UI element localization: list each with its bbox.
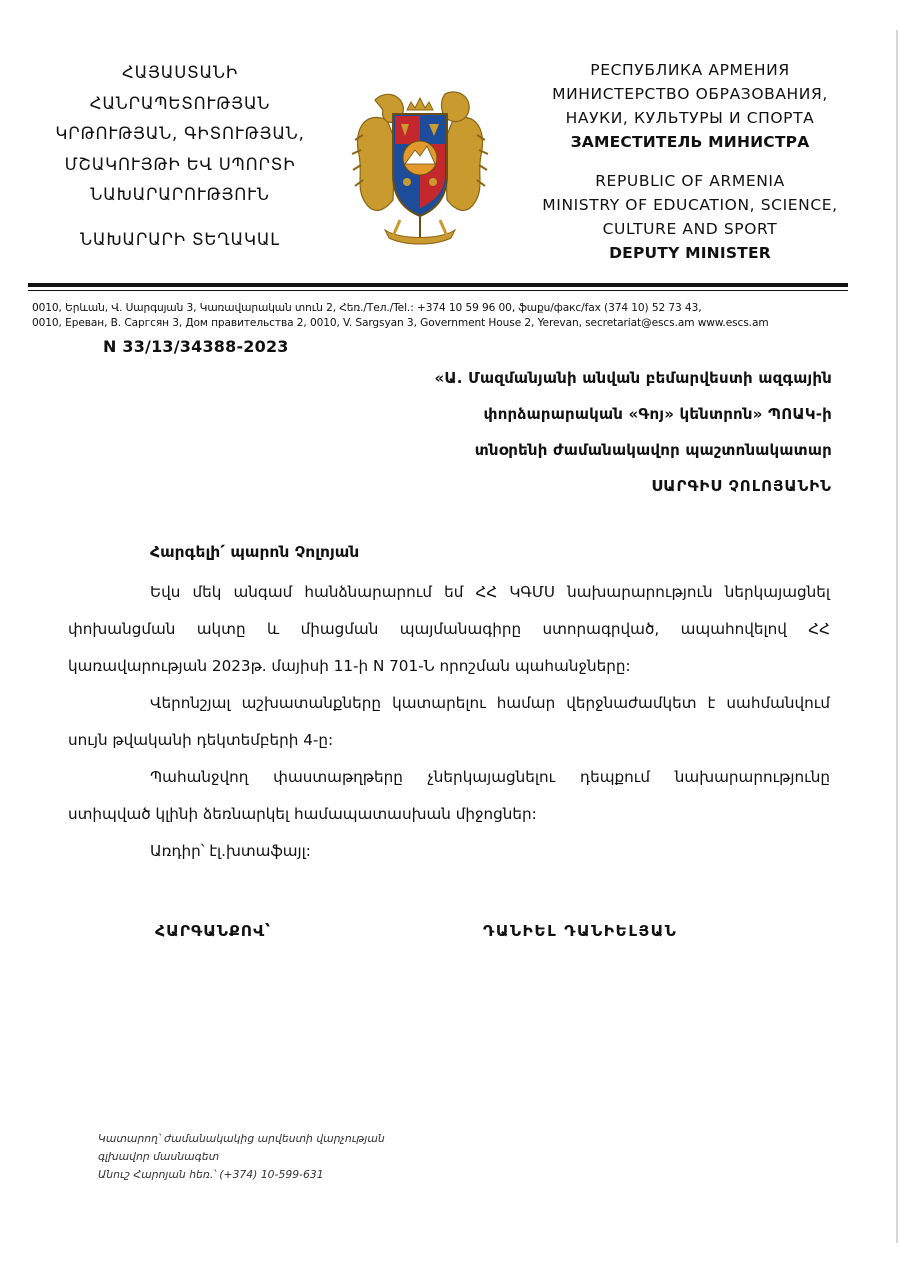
footer-line: գլխավոր մասնագետ xyxy=(98,1150,220,1163)
addressee-name: ՍԱՐԳԻՍ ՉՈԼՈՅԱՆԻՆ xyxy=(651,477,832,495)
signature-closing: ՀԱՐԳԱՆՔՈՎ՝ xyxy=(155,922,272,940)
header-am-line: ՆԱԽԱՐԱՐՈՒԹՅՈՒՆ xyxy=(90,185,270,204)
addressee-line: փորձարարական «Գոյ» կենտրոն» ՊՈԱԿ-ի xyxy=(483,405,832,423)
letter-body xyxy=(68,574,830,870)
header-ru-title: ЗАМЕСТИТЕЛЬ МИНИСТРА xyxy=(570,133,810,151)
header-divider-thin xyxy=(28,290,848,291)
header-am-line: ՄՇԱԿՈՒՅԹԻ ԵՎ ՍՊՈՐՏԻ xyxy=(64,154,296,174)
addressee-line: «Ա. Մազմանյանի անվան բեմարվեստի ազգային xyxy=(434,369,832,387)
header-armenian xyxy=(30,58,330,255)
header-am-line: ՀԱՅԱՍՏԱՆԻ xyxy=(121,63,239,82)
header-am-title: ՆԱԽԱՐԱՐԻ ՏԵՂԱԿԱԼ xyxy=(80,229,280,249)
header-gap xyxy=(535,154,845,169)
header-ru-en xyxy=(535,58,845,265)
armenian-coat-of-arms-icon xyxy=(345,80,495,250)
contact-line: 0010, Երևան, Վ. Սարգսյան 3, Կառավարական տուն 2, Հեռ./Тел./Tel.: +374 10 59 96 00, ֆաքս/факс/fax (374 10) 52 73 43, xyxy=(32,302,702,314)
header-en-line: MINISTRY OF EDUCATION, SCIENCE, xyxy=(542,196,838,214)
salutation: Հարգելի՛ պարոն Չոլոյան xyxy=(150,543,360,561)
header-en-title: DEPUTY MINISTER xyxy=(609,244,771,262)
addressee-block xyxy=(272,360,832,504)
footer-line: Կատարող՝ ժամանակակից արվեստի վարչության xyxy=(98,1132,385,1145)
header-am-line: ՀԱՆՐԱՊԵՏՈՒԹՅԱՆ xyxy=(89,93,271,113)
header-am-line: ԿՐԹՈՒԹՅԱՆ, ԳԻՏՈՒԹՅԱՆ, xyxy=(55,124,305,143)
attachment-note: Առդիր՝ էլ.խտաֆայլ: xyxy=(150,842,311,860)
addressee-line: տնօրենի ժամանակավոր պաշտոնակատար xyxy=(474,441,832,459)
body-paragraph: Վերոնշյալ աշխատանքները կատարելու համար վերջնաժամկետ է սահմանվում սույն թվականի դեկտեմբերի 4-ը: xyxy=(68,694,830,749)
signer-name: ԴԱՆԻԵԼ ԴԱՆԻԵԼՅԱՆ xyxy=(483,922,678,940)
header-ru-line: РЕСПУБЛИКА АРМЕНИЯ xyxy=(590,61,790,79)
header-ru-line: МИНИСТЕРСТВО ОБРАЗОВАНИЯ, xyxy=(552,85,828,103)
header-ru-line: НАУКИ, КУЛЬТУРЫ И СПОРТА xyxy=(565,109,815,127)
header-divider-thick xyxy=(28,283,848,287)
body-paragraph: Պահանջվող փաստաթղթերը չներկայացնելու դեպքում նախարարությունը ստիպված կլինի ձեռնարկել համապատասխան միջոցներ: xyxy=(68,768,830,823)
contact-line: 0010, Ереван, В. Саргсян 3, Дом правительства 2, 0010, V. Sargsyan 3, Government House 2, Yerevan, secretariat@escs.am www.escs.am xyxy=(32,317,769,329)
reference-number: N 33/13/34388-2023 xyxy=(103,337,289,356)
contact-info xyxy=(32,301,862,331)
footer-line: Անուշ Հարոյան հեռ.՝ (+374) 10-599-631 xyxy=(98,1168,324,1181)
body-paragraph: Եվս մեկ անգամ հանձնարարում եմ ՀՀ ԿԳՄՍ նախարարություն ներկայացնել փոխանցման ակտը և միացման պայմանագիրը ստորագրված, ապահովելով ՀՀ կառավարության 2023թ. մայիսի 11-ի N 701-Ն որոշման պահանջները: xyxy=(68,583,830,675)
header-en-line: REPUBLIC OF ARMENIA xyxy=(595,172,785,190)
page-edge-line xyxy=(896,30,898,1243)
executor-footer xyxy=(98,1130,385,1184)
header-en-line: CULTURE AND SPORT xyxy=(602,220,778,238)
